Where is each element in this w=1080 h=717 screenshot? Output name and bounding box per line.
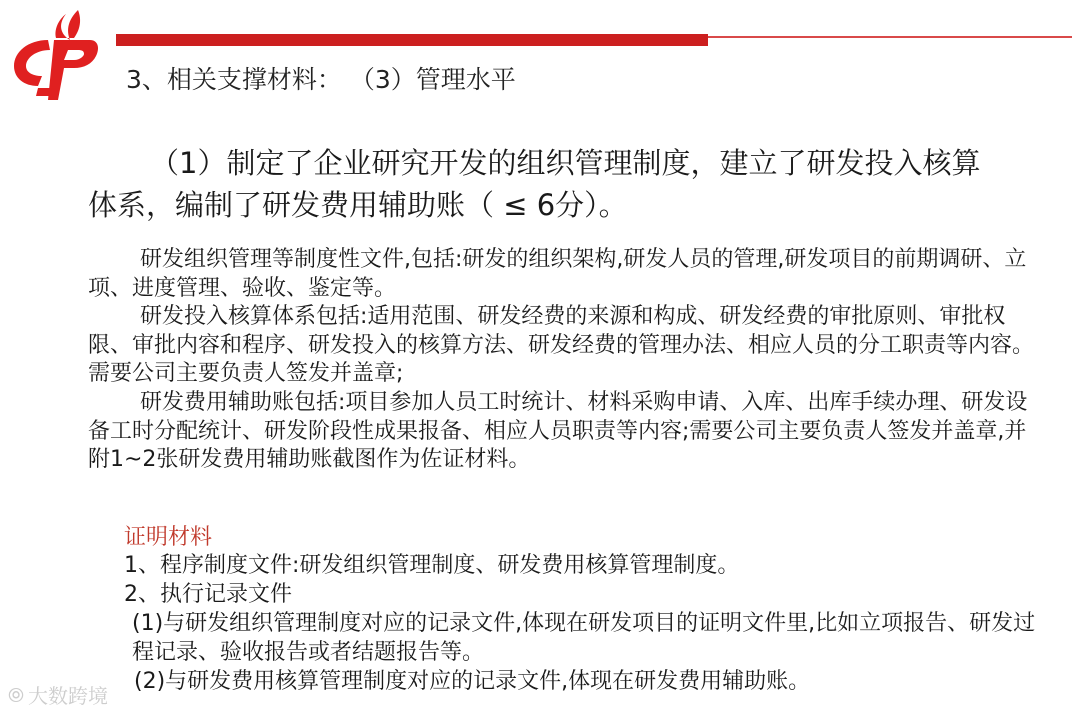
section-subtitle-text: （1）制定了企业研究开发的组织管理制度，建立了研发投入核算体系，编制了研发费用辅助账（ ≤ 6分）。 bbox=[88, 146, 981, 222]
header-accent-bar bbox=[116, 34, 708, 46]
evidence-item-2: 2、执行记录文件 bbox=[124, 582, 292, 607]
slide-title: 3、相关支撑材料： （3）管理水平 bbox=[126, 65, 516, 94]
watermark-logo-icon: ⦾ bbox=[8, 682, 24, 707]
evidence-subitem-2: (2)与研发费用核算管理制度对应的记录文件,体现在研发费用辅助账。 bbox=[134, 669, 811, 694]
paragraph-accounting-system bbox=[88, 303, 1038, 389]
header-accent-line bbox=[708, 36, 1072, 38]
paragraph-auxiliary-ledger-text: 研发费用辅助账包括:项目参加人员工时统计、材料采购申请、入库、出库手续办理、研发设备工时分配统计、研发阶段性成果报备、相应人员职责等内容;需要公司主要负责人签发并盖章,并附1~2张研发费用辅助账截图作为佐证材料。 bbox=[88, 389, 1028, 473]
paragraph-org-docs bbox=[88, 246, 1038, 303]
paragraph-auxiliary-ledger bbox=[88, 389, 1038, 475]
cp-logo-icon bbox=[8, 4, 100, 100]
watermark bbox=[8, 680, 108, 709]
body-text bbox=[88, 246, 1038, 475]
section-subtitle bbox=[88, 142, 1008, 226]
watermark-text: 大数跨境 bbox=[28, 684, 108, 708]
paragraph-accounting-system-text: 研发投入核算体系包括:适用范围、研发经费的来源和构成、研发经费的审批原则、审批权限、审批内容和程序、研发投入的核算方法、研发经费的管理办法、相应人员的分工职责等内容。需要公司主要负责人签发并盖章; bbox=[88, 304, 1035, 387]
paragraph-org-docs-text: 研发组织管理等制度性文件,包括:研发的组织架构,研发人员的管理,研发项目的前期调研、立项、进度管理、验收、鉴定等。 bbox=[88, 247, 1027, 301]
evidence-item-1: 1、程序制度文件:研发组织管理制度、研发费用核算管理制度。 bbox=[124, 553, 740, 578]
evidence-list bbox=[88, 551, 1048, 696]
evidence-title: 证明材料 bbox=[124, 525, 213, 550]
evidence-subitem-1: (1)与研发组织管理制度对应的记录文件,体现在研发项目的证明文件里,比如立项报告、研发过程记录、验收报告或者结题报告等。 bbox=[132, 611, 1036, 665]
